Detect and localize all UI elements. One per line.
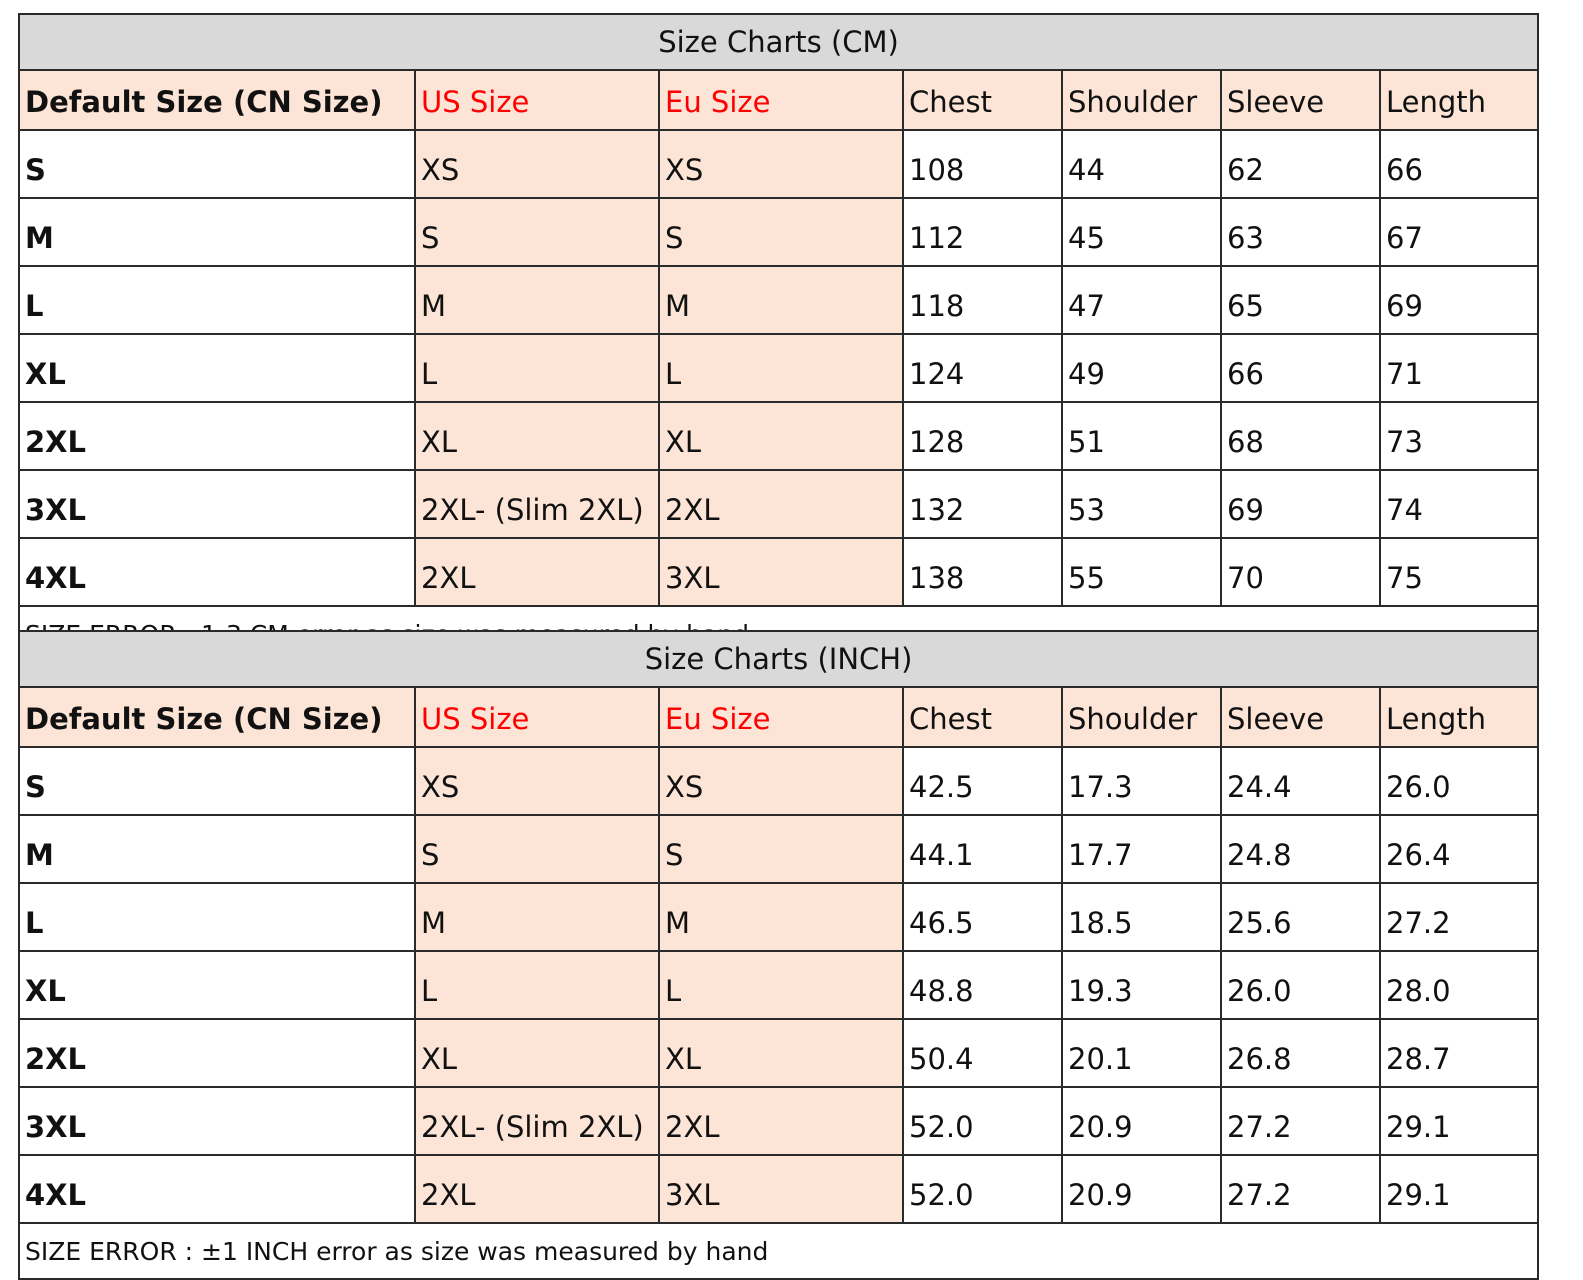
table-row <box>19 470 1538 538</box>
table-row <box>19 747 1538 815</box>
cell-eu-size: XS <box>659 747 903 815</box>
cell-default-size: S <box>19 130 415 198</box>
cell-chest: 48.8 <box>903 951 1062 1019</box>
cell-eu-size: L <box>659 951 903 1019</box>
cell-length: 75 <box>1380 538 1538 606</box>
cell-chest: 118 <box>903 266 1062 334</box>
header-row <box>19 70 1538 130</box>
header-row <box>19 687 1538 747</box>
cell-eu-size: 3XL <box>659 538 903 606</box>
cell-length: 29.1 <box>1380 1155 1538 1223</box>
header-eu-size: Eu Size <box>659 687 903 747</box>
cell-sleeve: 24.8 <box>1221 815 1380 883</box>
table-row <box>19 266 1538 334</box>
cell-sleeve: 62 <box>1221 130 1380 198</box>
cell-us-size: 2XL <box>415 538 659 606</box>
cell-shoulder: 55 <box>1062 538 1221 606</box>
chart-title: Size Charts (CM) <box>19 14 1538 70</box>
cell-us-size: 2XL- (Slim 2XL) <box>415 470 659 538</box>
header-length: Length <box>1380 70 1538 130</box>
cell-default-size: L <box>19 266 415 334</box>
cell-default-size: XL <box>19 334 415 402</box>
cell-chest: 50.4 <box>903 1019 1062 1087</box>
cell-length: 28.0 <box>1380 951 1538 1019</box>
table-row <box>19 402 1538 470</box>
cell-chest: 112 <box>903 198 1062 266</box>
cell-chest: 132 <box>903 470 1062 538</box>
cell-sleeve: 66 <box>1221 334 1380 402</box>
cell-chest: 42.5 <box>903 747 1062 815</box>
cell-default-size: L <box>19 883 415 951</box>
cell-sleeve: 70 <box>1221 538 1380 606</box>
size-chart-inch <box>18 630 1539 1280</box>
cell-length: 69 <box>1380 266 1538 334</box>
cell-length: 66 <box>1380 130 1538 198</box>
cell-default-size: S <box>19 747 415 815</box>
header-shoulder: Shoulder <box>1062 687 1221 747</box>
chart-title: Size Charts (INCH) <box>19 631 1538 687</box>
table-row <box>19 951 1538 1019</box>
cell-default-size: XL <box>19 951 415 1019</box>
cell-length: 71 <box>1380 334 1538 402</box>
header-shoulder: Shoulder <box>1062 70 1221 130</box>
cell-us-size: L <box>415 334 659 402</box>
cell-chest: 128 <box>903 402 1062 470</box>
cell-eu-size: 2XL <box>659 1087 903 1155</box>
cell-default-size: 2XL <box>19 402 415 470</box>
cell-sleeve: 69 <box>1221 470 1380 538</box>
cell-default-size: 3XL <box>19 1087 415 1155</box>
chart-title-row <box>19 14 1538 70</box>
table-row <box>19 538 1538 606</box>
cell-us-size: 2XL <box>415 1155 659 1223</box>
cell-sleeve: 65 <box>1221 266 1380 334</box>
header-chest: Chest <box>903 70 1062 130</box>
cell-shoulder: 49 <box>1062 334 1221 402</box>
cell-length: 67 <box>1380 198 1538 266</box>
cell-default-size: 3XL <box>19 470 415 538</box>
cell-us-size: M <box>415 883 659 951</box>
size-error-note: SIZE ERROR : ±1 INCH error as size was measured by hand <box>19 1223 1538 1279</box>
cell-eu-size: 3XL <box>659 1155 903 1223</box>
cell-shoulder: 20.9 <box>1062 1087 1221 1155</box>
cell-us-size: S <box>415 198 659 266</box>
chart-title-row <box>19 631 1538 687</box>
cell-length: 26.0 <box>1380 747 1538 815</box>
cell-eu-size: L <box>659 334 903 402</box>
table-row <box>19 130 1538 198</box>
cell-chest: 52.0 <box>903 1087 1062 1155</box>
header-us-size: US Size <box>415 687 659 747</box>
header-chest: Chest <box>903 687 1062 747</box>
cell-eu-size: S <box>659 198 903 266</box>
header-sleeve: Sleeve <box>1221 70 1380 130</box>
cell-eu-size: S <box>659 815 903 883</box>
cell-eu-size: XL <box>659 402 903 470</box>
cell-shoulder: 44 <box>1062 130 1221 198</box>
cell-shoulder: 45 <box>1062 198 1221 266</box>
cell-length: 28.7 <box>1380 1019 1538 1087</box>
table-row <box>19 815 1538 883</box>
cell-sleeve: 24.4 <box>1221 747 1380 815</box>
cell-chest: 46.5 <box>903 883 1062 951</box>
cell-sleeve: 27.2 <box>1221 1087 1380 1155</box>
cell-length: 27.2 <box>1380 883 1538 951</box>
header-eu-size: Eu Size <box>659 70 903 130</box>
size-error-row <box>19 1223 1538 1279</box>
table-row <box>19 198 1538 266</box>
cell-sleeve: 26.0 <box>1221 951 1380 1019</box>
cell-us-size: 2XL- (Slim 2XL) <box>415 1087 659 1155</box>
cell-default-size: M <box>19 815 415 883</box>
cell-us-size: XL <box>415 1019 659 1087</box>
cell-default-size: 4XL <box>19 538 415 606</box>
cell-length: 26.4 <box>1380 815 1538 883</box>
cell-shoulder: 20.1 <box>1062 1019 1221 1087</box>
table-row <box>19 883 1538 951</box>
cell-eu-size: M <box>659 266 903 334</box>
cell-default-size: 2XL <box>19 1019 415 1087</box>
cell-eu-size: M <box>659 883 903 951</box>
cell-sleeve: 68 <box>1221 402 1380 470</box>
cell-chest: 44.1 <box>903 815 1062 883</box>
cell-length: 29.1 <box>1380 1087 1538 1155</box>
cell-us-size: S <box>415 815 659 883</box>
size-chart-cm <box>18 13 1539 663</box>
header-length: Length <box>1380 687 1538 747</box>
cell-us-size: L <box>415 951 659 1019</box>
cell-shoulder: 53 <box>1062 470 1221 538</box>
cell-shoulder: 51 <box>1062 402 1221 470</box>
header-us-size: US Size <box>415 70 659 130</box>
cell-sleeve: 27.2 <box>1221 1155 1380 1223</box>
cell-sleeve: 26.8 <box>1221 1019 1380 1087</box>
cell-eu-size: XS <box>659 130 903 198</box>
cell-eu-size: 2XL <box>659 470 903 538</box>
cell-us-size: XS <box>415 747 659 815</box>
cell-us-size: XS <box>415 130 659 198</box>
cell-eu-size: XL <box>659 1019 903 1087</box>
cell-shoulder: 17.3 <box>1062 747 1221 815</box>
cell-length: 73 <box>1380 402 1538 470</box>
table-row <box>19 334 1538 402</box>
table-row <box>19 1155 1538 1223</box>
cell-shoulder: 18.5 <box>1062 883 1221 951</box>
cell-sleeve: 63 <box>1221 198 1380 266</box>
cell-chest: 138 <box>903 538 1062 606</box>
cell-shoulder: 19.3 <box>1062 951 1221 1019</box>
cell-shoulder: 17.7 <box>1062 815 1221 883</box>
table-row <box>19 1087 1538 1155</box>
cell-chest: 52.0 <box>903 1155 1062 1223</box>
cell-shoulder: 20.9 <box>1062 1155 1221 1223</box>
header-sleeve: Sleeve <box>1221 687 1380 747</box>
cell-chest: 124 <box>903 334 1062 402</box>
table-row <box>19 1019 1538 1087</box>
cell-chest: 108 <box>903 130 1062 198</box>
header-default-size: Default Size (CN Size) <box>19 687 415 747</box>
cell-sleeve: 25.6 <box>1221 883 1380 951</box>
cell-default-size: M <box>19 198 415 266</box>
cell-us-size: XL <box>415 402 659 470</box>
header-default-size: Default Size (CN Size) <box>19 70 415 130</box>
cell-length: 74 <box>1380 470 1538 538</box>
cell-shoulder: 47 <box>1062 266 1221 334</box>
cell-default-size: 4XL <box>19 1155 415 1223</box>
cell-us-size: M <box>415 266 659 334</box>
